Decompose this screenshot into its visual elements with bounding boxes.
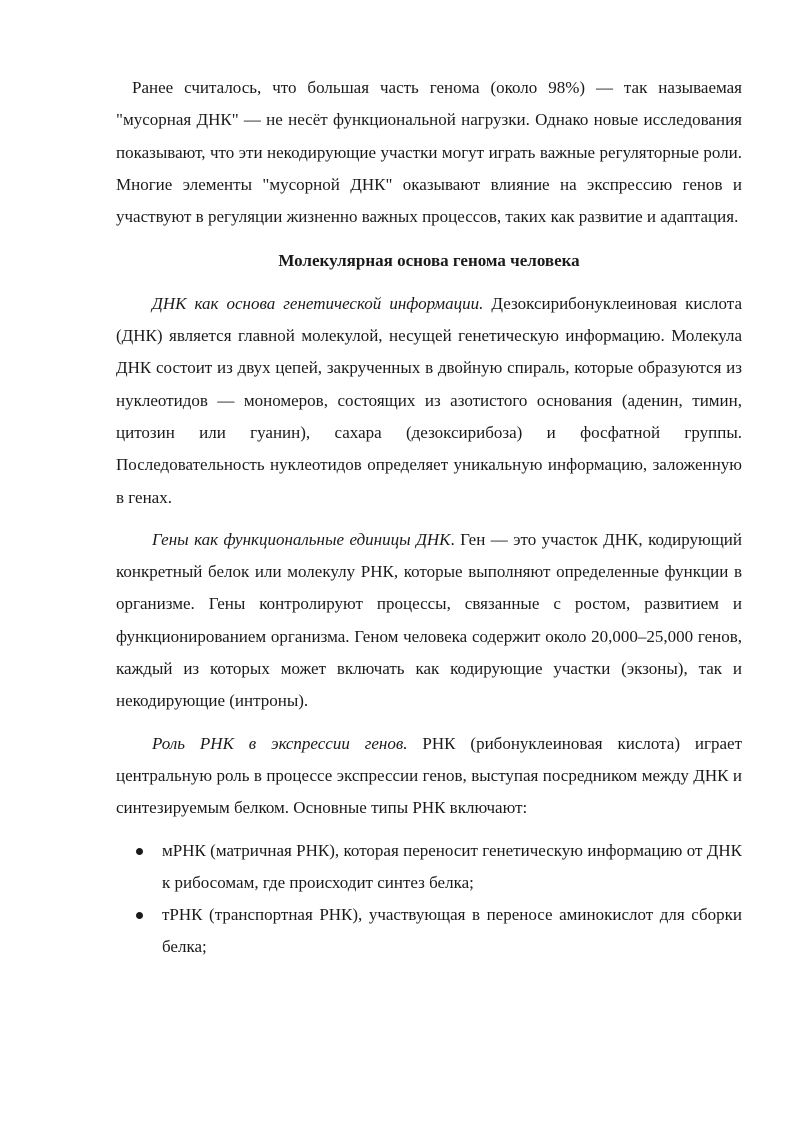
- paragraph-lead: Гены как функциональные единицы ДНК: [152, 529, 451, 549]
- paragraph-rna: [116, 728, 742, 825]
- paragraph-lead: ДНК как основа генетической информации.: [152, 293, 484, 313]
- list-item-text: тРНК (транспортная РНК), участвующая в переносе аминокислот для сборки белка;: [162, 905, 742, 957]
- list-item-text: мРНК (матричная РНК), которая переносит генетическую информацию от ДНК к рибосомам, где происходит синтез белка;: [162, 840, 742, 892]
- paragraph-body: . Ген — это участок ДНК, кодирующий конкретный белок или молекулу РНК, которые выполняют определенные функции в организме. Гены контролируют процессы, связанные с ростом, развитием и функционированием организма. Геном человека содержит около 20,000–25,000 генов, каждый из которых может включать как кодирующие участки (экзоны), так и некодирующие (интроны).: [116, 529, 742, 711]
- paragraph-body: Дезоксирибонуклеиновая кислота (ДНК) является главной молекулой, несущей генетическую информацию. Молекула ДНК состоит из двух цепей, закрученных в двойную спираль, которые образуются из нуклеотидов — мономеров, состоящих из азотистого основания (аденин, тимин, цитозин или гуанин), сахара (дезоксирибоза) и фосфатной группы. Последовательность нуклеотидов определяет уникальную информацию, заложенную в генах.: [116, 293, 742, 507]
- paragraph-lead: Роль РНК в экспрессии генов.: [152, 733, 408, 753]
- rna-types-list: [116, 835, 742, 964]
- paragraph-genes: [116, 524, 742, 718]
- paragraph-body: РНК (рибонуклеиновая кислота) играет центральную роль в процессе экспрессии генов, выступая посредником между ДНК и синтезируемым белком. Основные типы РНК включают:: [116, 733, 742, 818]
- paragraph-dna: [116, 288, 742, 514]
- bullet-icon: [136, 848, 143, 855]
- intro-paragraph: Ранее считалось, что большая часть генома (около 98%) — так называемая "мусорная ДНК" — не несёт функциональной нагрузки. Однако новые исследования показывают, что эти некодирующие участки могут играть важные регуляторные роли. Многие элементы "мусорной ДНК" оказывают влияние на экспрессию генов и участвуют в регуляции жизненно важных процессов, таких как развитие и адаптация.: [116, 78, 742, 227]
- bullet-icon: [136, 912, 143, 919]
- list-item: [116, 899, 742, 964]
- section-heading: Молекулярная основа генома человека: [278, 251, 580, 271]
- list-item: [116, 835, 742, 900]
